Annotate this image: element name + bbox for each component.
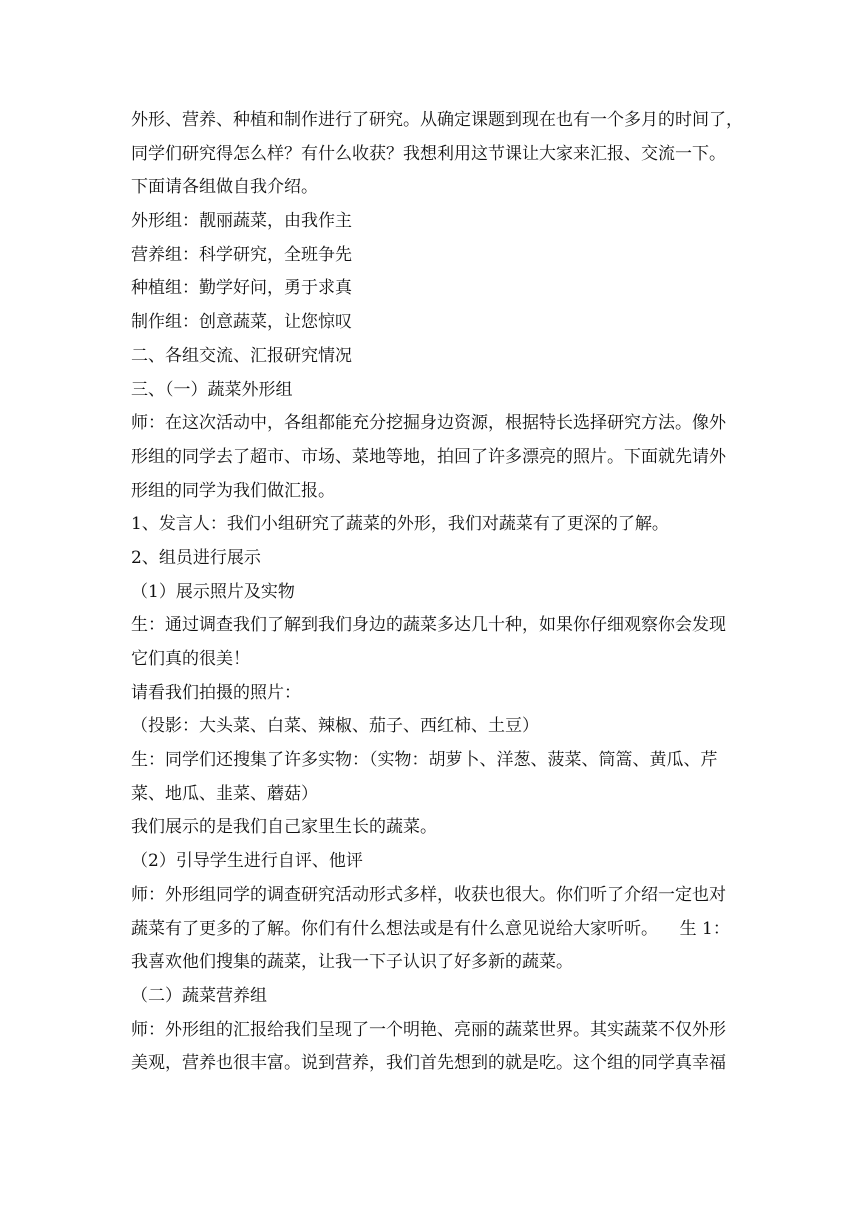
section-heading: 三、（一）蔬菜外形组 bbox=[131, 379, 293, 400]
text-line: 下面请各组做自我介绍。 bbox=[131, 177, 318, 198]
text-line: 美观，营养也很丰富。说到营养，我们首先想到的就是吃。这个组的同学真幸福 bbox=[131, 1053, 726, 1074]
text-line: 师：在这次活动中，各组都能充分挖掘身边资源，根据特长选择研究方法。像外 bbox=[131, 413, 726, 434]
text-line: （1）展示照片及实物 bbox=[131, 581, 295, 602]
text-line: 菜、地瓜、韭菜、蘑菇） bbox=[131, 783, 318, 804]
text-line: 1、发言人：我们小组研究了蔬菜的外形，我们对蔬菜有了更深的了解。 bbox=[131, 514, 669, 535]
document-body bbox=[131, 104, 743, 1081]
text-line: 蔬菜有了更多的了解。你们有什么想法或是有什么意见说给大家听听。 生 1： bbox=[131, 918, 730, 939]
section-heading: 二、各组交流、汇报研究情况 bbox=[131, 345, 352, 366]
text-line: 生：通过调查我们了解到我们身边的蔬菜多达几十种，如果你仔细观察你会发现 bbox=[131, 615, 726, 636]
text-line: （2）引导学生进行自评、他评 bbox=[131, 851, 363, 872]
section-heading: （二）蔬菜营养组 bbox=[131, 985, 267, 1006]
text-line: 它们真的很美！ bbox=[131, 649, 250, 669]
text-line: 形组的同学去了超市、市场、菜地等地，拍回了许多漂亮的照片。下面就先请外 bbox=[131, 446, 726, 467]
text-line: 种植组：勤学好问，勇于求真 bbox=[131, 278, 352, 299]
text-line: 外形、营养、种植和制作进行了研究。从确定课题到现在也有一个多月的时间了， bbox=[131, 110, 743, 130]
text-line: 2、组员进行展示 bbox=[131, 547, 261, 568]
text-line: 同学们研究得怎么样？有什么收获？我想利用这节课让大家来汇报、交流一下。 bbox=[131, 143, 726, 164]
text-line: 营养组：科学研究，全班争先 bbox=[131, 244, 352, 265]
text-line: 请看我们拍摄的照片： bbox=[131, 682, 301, 703]
text-line: 师：外形组同学的调查研究活动形式多样，收获也很大。你们听了介绍一定也对 bbox=[131, 884, 726, 905]
text-line: （投影：大头菜、白菜、辣椒、茄子、西红柿、土豆） bbox=[131, 716, 539, 737]
text-line: 形组的同学为我们做汇报。 bbox=[131, 480, 335, 501]
text-line: 外形组：靓丽蔬菜，由我作主 bbox=[131, 211, 352, 232]
text-line: 师：外形组的汇报给我们呈现了一个明艳、亮丽的蔬菜世界。其实蔬菜不仅外形 bbox=[131, 1019, 726, 1040]
text-line: 我喜欢他们搜集的蔬菜，让我一下子认识了好多新的蔬菜。 bbox=[131, 952, 573, 973]
text-line: 生：同学们还搜集了许多实物：（实物：胡萝卜、洋葱、菠菜、筒篙、黄瓜、芹 bbox=[131, 750, 718, 771]
text-line: 制作组：创意蔬菜，让您惊叹 bbox=[131, 312, 352, 333]
text-line: 我们展示的是我们自己家里生长的蔬菜。 bbox=[131, 817, 437, 838]
